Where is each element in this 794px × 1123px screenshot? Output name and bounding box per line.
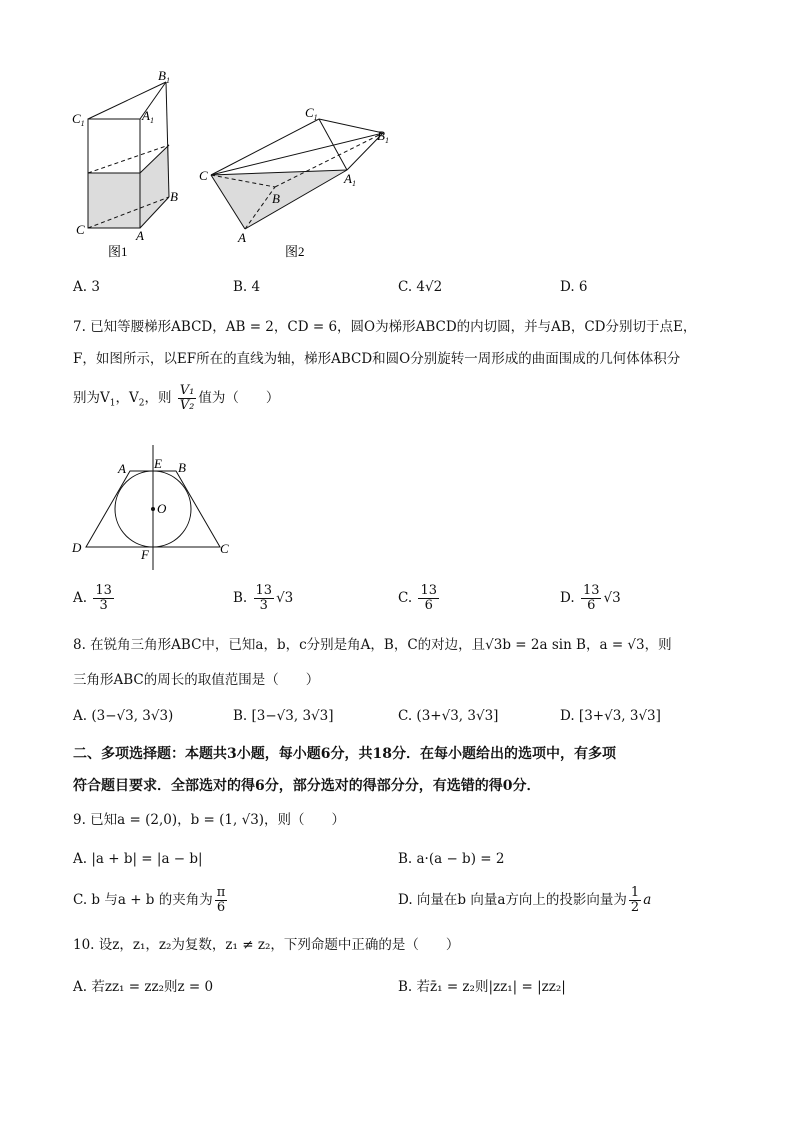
q7-label-B: B <box>178 460 186 475</box>
fig2-label-A: A <box>238 230 246 245</box>
fig1-label-A1: $A_1$ <box>142 108 154 125</box>
fig2-label-B1: $B_1$ <box>377 128 389 145</box>
q8-option-d[interactable]: D. [3+√3, 3√3] <box>560 708 661 724</box>
fig1-label-B: B <box>170 189 178 204</box>
q7-stem-line3: 别为$V_1$，$V_2$，则 $\frac{\text{V₁}}{\text{V₂}}$ 值为（ ） <box>73 383 280 413</box>
fig2-label-C1: $C_1$ <box>305 105 318 122</box>
q9-stem: 9. 已知a = (2,0)，b = (1, √3)，则（ ） <box>73 812 346 828</box>
fig1-label-C1: $C_1$ <box>72 111 85 128</box>
q7-option-a[interactable]: A. $\frac{13}{3}$ <box>73 583 112 613</box>
q8-stem-line1: 8. 在锐角三角形ABC中，已知a，b，c分别是角A，B，C的对边，且√3b = 2a sin B，a = √3，则 <box>73 637 672 653</box>
q7-option-b[interactable]: B. $\frac{13}{3}$ √3 <box>233 583 294 613</box>
fig2-label-C: C <box>199 168 208 183</box>
fig1-caption: 图1 <box>108 244 128 259</box>
fig1-label-C: C <box>76 222 85 237</box>
section2-heading-line2: 符合题目要求．全部选对的得6分，部分选对的得部分分，有选错的得0分． <box>73 778 541 794</box>
q7-line3-a: 别为V <box>73 390 110 406</box>
q6-figure-2 <box>195 95 405 265</box>
q7-line3-b: ，V <box>115 390 139 406</box>
q9-option-d[interactable]: D. 向量在b 向量a方向上的投影向量为 $\frac{1}{2}$ a <box>398 885 652 915</box>
q7-stem-line1: 7. 已知等腰梯形ABCD，AB = 2，CD = 6，圆O为梯形ABCD的内切圆，并与AB，CD分别切于点E， <box>73 319 697 335</box>
q8-option-a[interactable]: A. (3−√3, 3√3) <box>73 708 174 724</box>
q10-option-b[interactable]: B. 若z̄₁ = z₂则|zz₁| = |zz₂| <box>398 979 566 995</box>
q7-ratio-fraction: $\frac{\text{V₁}}{\text{V₂}}$ <box>179 383 195 413</box>
q7-option-c[interactable]: C. $\frac{13}{6}$ <box>398 583 437 613</box>
q7-label-F: F <box>141 547 149 562</box>
fig2-label-A1: $A_1$ <box>344 171 356 188</box>
q9-option-c[interactable]: C. b 与a + b 的夹角为 $\frac{\pi}{6}$ <box>73 885 226 915</box>
q6-option-c[interactable]: C. 4√2 <box>398 279 443 295</box>
q8-option-b[interactable]: B. [3−√3, 3√3] <box>233 708 334 724</box>
q7-line3-c: ，则 <box>144 390 172 406</box>
q7-label-A: A <box>118 461 126 476</box>
fig1-shaded-region <box>88 145 169 228</box>
q10-stem: 10. 设z，z₁，z₂为复数，z₁ ≠ z₂，下列命题中正确的是（ ） <box>73 937 460 953</box>
q7-label-C: C <box>220 541 229 556</box>
q7-label-E: E <box>154 456 162 471</box>
fig1-label-B1: $B_1$ <box>158 68 170 85</box>
q7-line3-d: 值为（ ） <box>198 390 280 406</box>
fig2-label-B: B <box>272 191 280 206</box>
q7-label-O: O <box>157 501 167 516</box>
q7-stem-line2: F，如图所示，以EF所在的直线为轴，梯形ABCD和圆O分别旋转一周形成的曲面围成的几何体体积分 <box>73 351 681 367</box>
q6-option-a[interactable]: A. 3 <box>73 279 100 295</box>
fig1-label-A: A <box>136 228 144 243</box>
q9-option-b[interactable]: B. a·(a − b) = 2 <box>398 851 505 867</box>
q7-option-d[interactable]: D. $\frac{13}{6}$ √3 <box>560 583 621 613</box>
q6-option-d[interactable]: D. 6 <box>560 279 588 295</box>
q9-option-a[interactable]: A. |a + b| = |a − b| <box>73 851 203 867</box>
q10-option-a[interactable]: A. 若zz₁ = zz₂则z = 0 <box>73 979 214 995</box>
q6-figure-1 <box>60 60 200 265</box>
q7-figure-trapezoid <box>68 445 243 575</box>
q6-option-b[interactable]: B. 4 <box>233 279 261 295</box>
q7-label-D: D <box>72 540 82 555</box>
fig2-caption: 图2 <box>285 244 305 259</box>
q8-stem-line2: 三角形ABC的周长的取值范围是（ ） <box>73 672 320 688</box>
q8-option-c[interactable]: C. (3+√3, 3√3] <box>398 708 499 724</box>
section2-heading-line1: 二、多项选择题：本题共3小题，每小题6分，共18分．在每小题给出的选项中，有多项 <box>73 746 616 762</box>
